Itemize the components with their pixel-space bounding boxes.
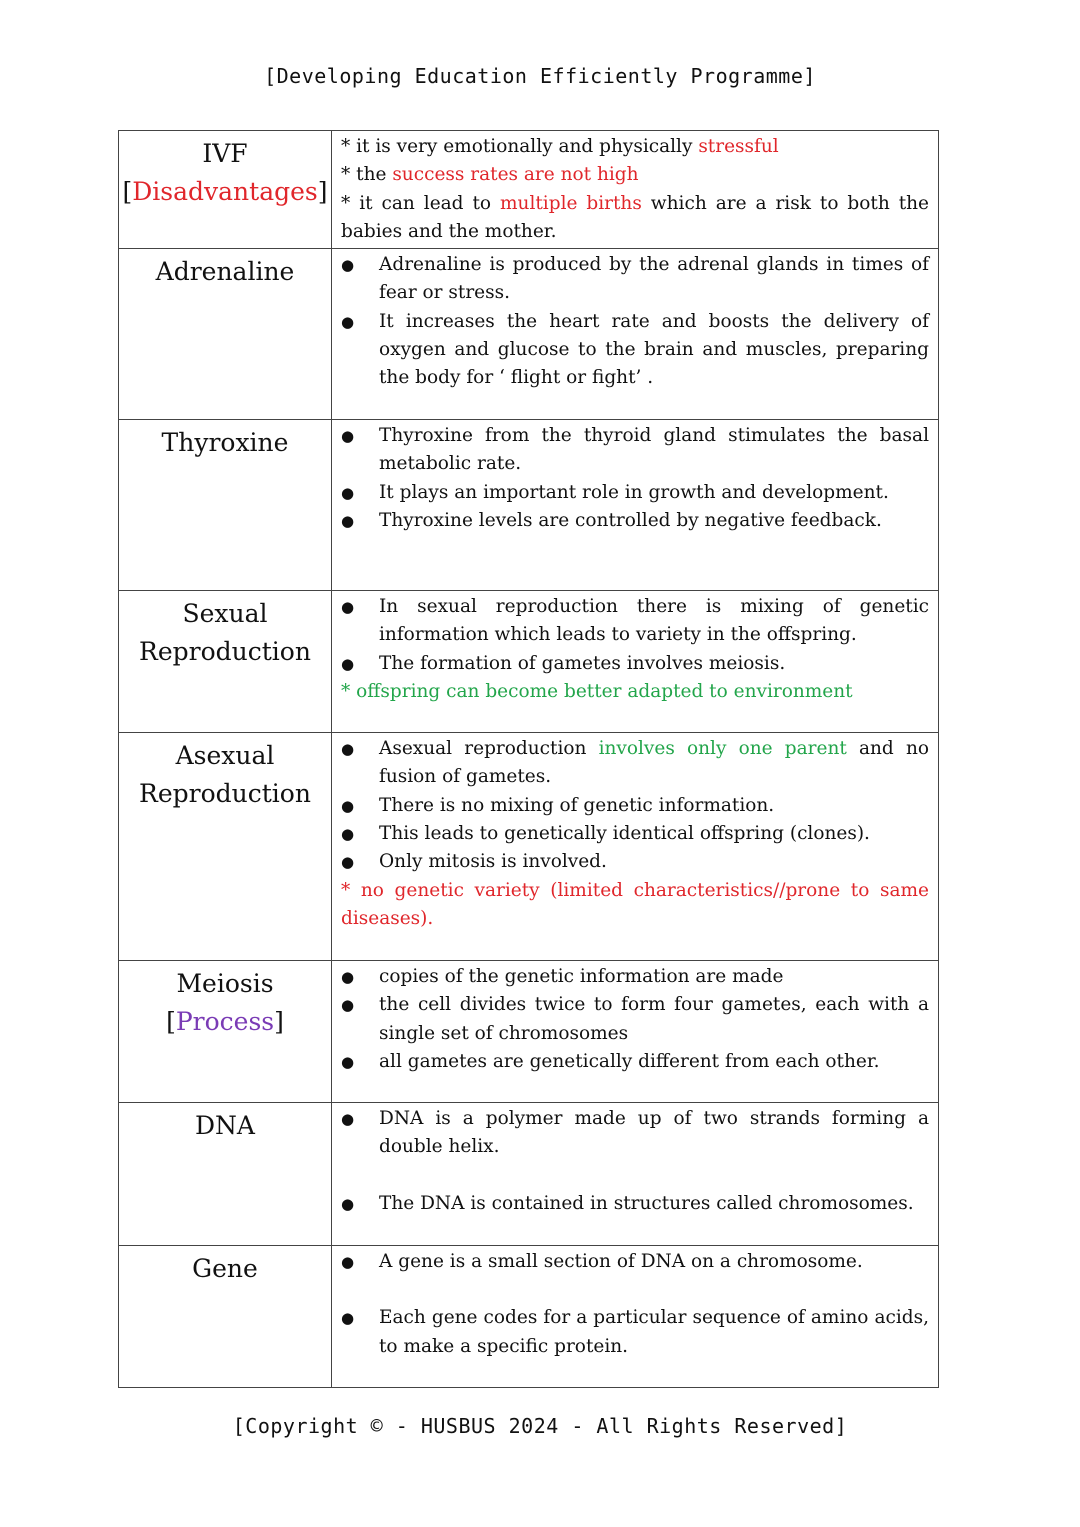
term-tag: [Process]	[166, 1007, 284, 1037]
term-title: Sexual	[182, 599, 268, 629]
note-line: * the success rates are not high	[341, 164, 639, 186]
term-title: DNA	[195, 1111, 255, 1141]
table-row-thyroxine	[119, 420, 939, 591]
table-row-gene	[119, 1246, 939, 1388]
table-row-ivf	[119, 131, 939, 249]
term-cell	[119, 1246, 332, 1388]
term-cell	[119, 420, 332, 591]
term-title: Meiosis	[176, 969, 274, 999]
description-cell	[332, 591, 939, 733]
table-row-asexual-reproduction	[119, 733, 939, 961]
list-item: ● It increases the heart rate and boosts the delivery of oxygen and glucose to the brain and muscles, preparing the body for ‘ flight or fight’ .	[341, 308, 929, 393]
term-title: IVF	[202, 139, 248, 168]
description-cell	[332, 961, 939, 1103]
term-title: Asexual	[175, 741, 275, 771]
note-line: * offspring can become better adapted to environment	[341, 681, 853, 703]
term-cell	[119, 733, 332, 961]
list-item: ● Thyroxine levels are controlled by negative feedback.	[341, 507, 929, 535]
list-item: ● There is no mixing of genetic information.	[341, 792, 929, 820]
term-cell	[119, 131, 332, 249]
list-item: ● all gametes are genetically different from each other.	[341, 1048, 929, 1076]
list-item: ● Adrenaline is produced by the adrenal glands in times of fear or stress.	[341, 251, 929, 308]
list-item: ● This leads to genetically identical offspring (clones).	[341, 820, 929, 848]
table-row-sexual-reproduction	[119, 591, 939, 733]
page-header: [Developing Education Efficiently Programme]	[264, 64, 816, 88]
list-item: ● DNA is a polymer made up of two strands forming a double helix.	[341, 1105, 929, 1162]
term-title: Reproduction	[139, 779, 311, 809]
term-cell	[119, 1103, 332, 1246]
term-cell	[119, 591, 332, 733]
term-title: Adrenaline	[155, 257, 295, 287]
list-item: ● It plays an important role in growth and development.	[341, 479, 929, 507]
notes-table	[118, 130, 939, 1388]
list-item: ● the cell divides twice to form four gametes, each with a single set of chromosomes	[341, 991, 929, 1048]
term-title: Thyroxine	[161, 428, 289, 458]
description-cell	[332, 420, 939, 591]
list-item: ● copies of the genetic information are made	[341, 963, 929, 991]
page-footer: [Copyright © - HUSBUS 2024 - All Rights Reserved]	[232, 1414, 848, 1438]
list-item: ● A gene is a small section of DNA on a chromosome.	[341, 1248, 929, 1276]
term-title: Reproduction	[139, 637, 311, 667]
term-title: Gene	[192, 1254, 258, 1284]
spacer	[341, 1276, 929, 1304]
list-item: ● Asexual reproduction involves only one parent and no fusion of gametes.	[341, 735, 929, 792]
description-cell	[332, 131, 939, 249]
list-item: ● In sexual reproduction there is mixing of genetic information which leads to variety in the offspring.	[341, 593, 929, 650]
note-line: * no genetic variety (limited characteristics//prone to same diseases).	[341, 879, 929, 929]
table-row-meiosis	[119, 961, 939, 1103]
list-item: ● Thyroxine from the thyroid gland stimulates the basal metabolic rate.	[341, 422, 929, 479]
description-cell	[332, 1103, 939, 1246]
description-cell	[332, 1246, 939, 1388]
term-cell	[119, 249, 332, 420]
list-item: ● The formation of gametes involves meiosis.	[341, 650, 929, 678]
spacer	[341, 1162, 929, 1190]
note-line: * it can lead to multiple births which are a risk to both the babies and the mother.	[341, 192, 929, 242]
table-row-adrenaline	[119, 249, 939, 420]
term-tag: [Disadvantages]	[122, 177, 328, 206]
table-row-dna	[119, 1103, 939, 1246]
description-cell	[332, 249, 939, 420]
description-cell	[332, 733, 939, 961]
term-cell	[119, 961, 332, 1103]
note-line: * it is very emotionally and physically stressful	[341, 136, 779, 157]
list-item: ● Only mitosis is involved.	[341, 848, 929, 876]
list-item: ● The DNA is contained in structures called chromosomes.	[341, 1190, 929, 1218]
list-item: ● Each gene codes for a particular sequence of amino acids, to make a specific protein.	[341, 1304, 929, 1361]
